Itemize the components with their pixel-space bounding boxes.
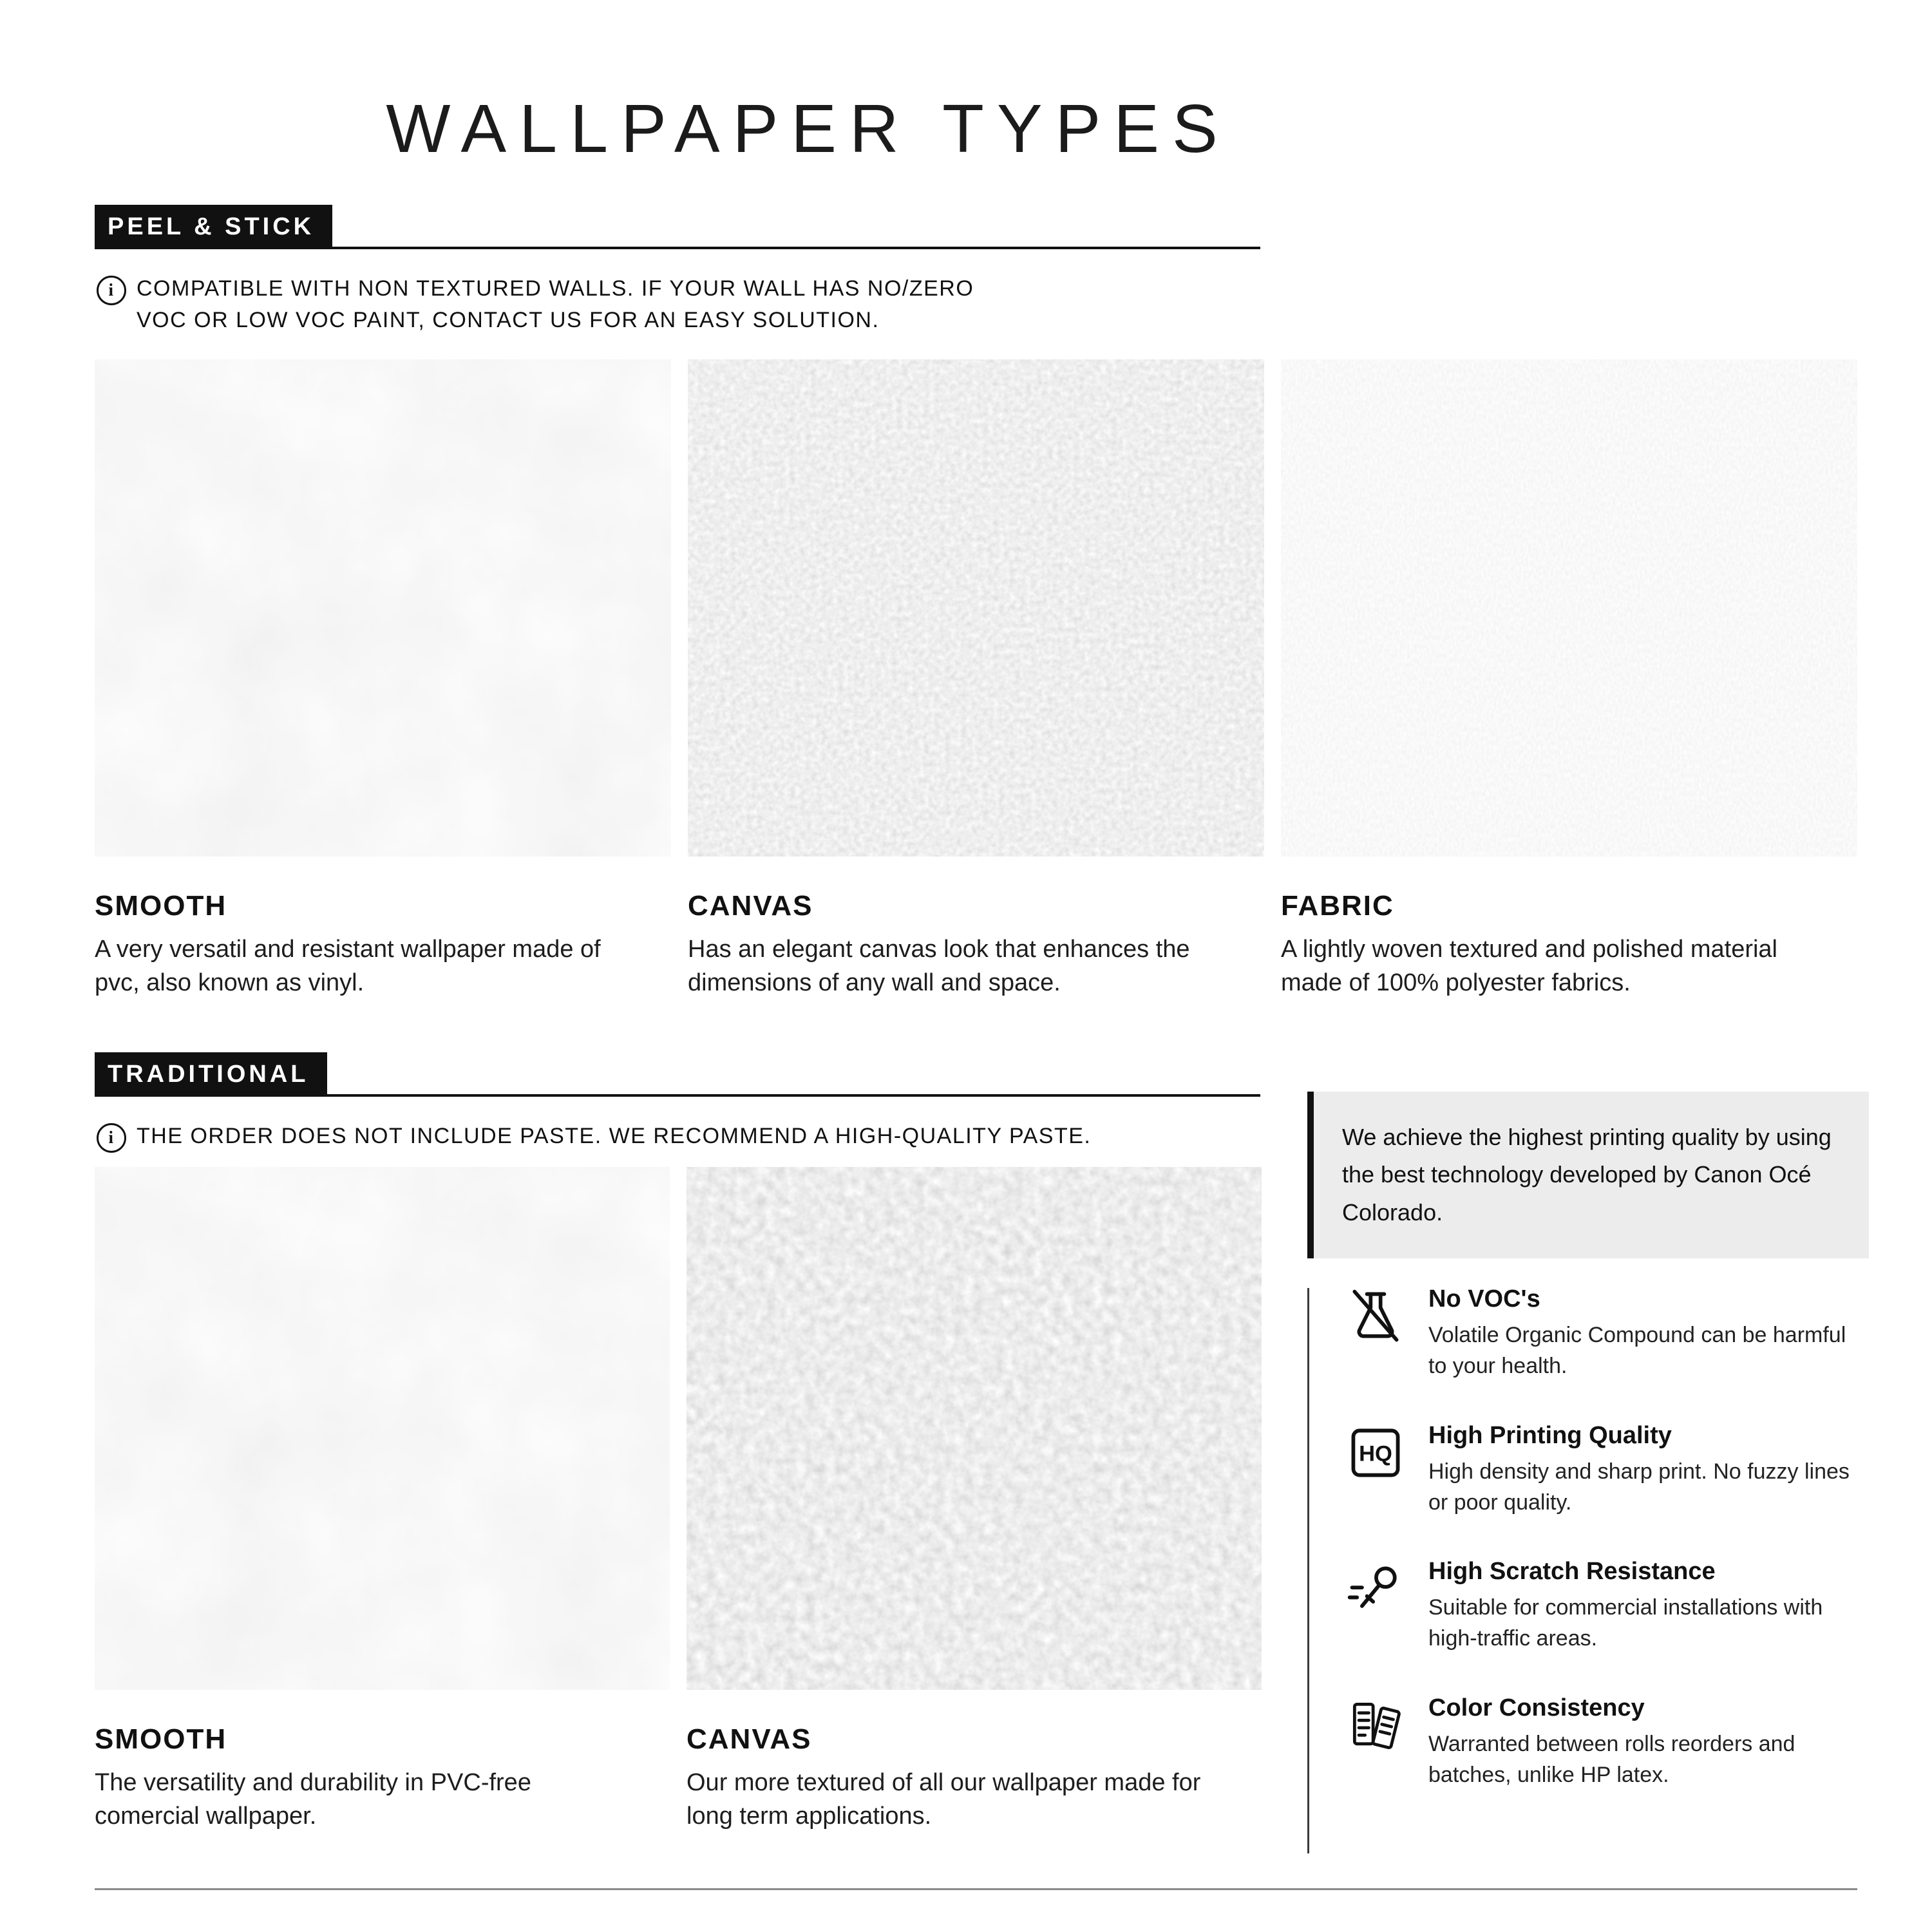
feature-text [1428,1422,1868,1519]
swatch-card-smooth [95,359,671,1000]
info-icon: i [97,1123,126,1153]
texture-swatch-smooth [95,359,671,857]
traditional-note [97,1121,1282,1153]
fabric-texture-image [1281,359,1857,857]
feature-text [1428,1694,1868,1791]
feature-color-consistency [1345,1694,1868,1791]
features-list [1345,1285,1868,1790]
feature-no-voc [1345,1285,1868,1382]
feature-description: Volatile Organic Compound can be harmful to your health. [1428,1323,1846,1379]
feature-high-scratch-resistance [1345,1558,1868,1654]
swatch-name: CANVAS [687,1723,812,1755]
feature-title: No VOC's [1428,1285,1540,1312]
feature-description: High density and sharp print. No fuzzy lines or poor quality. [1428,1459,1850,1515]
scratch-resistance-icon [1345,1558,1406,1620]
feature-title: High Printing Quality [1428,1421,1672,1449]
swatch-description: The versatility and durability in PVC-free comercial wallpaper. [95,1769,531,1830]
section-label-traditional: TRADITIONAL [95,1052,327,1097]
feature-title: High Scratch Resistance [1428,1558,1716,1586]
features-divider [1307,1288,1309,1853]
smooth-texture-image [95,1167,670,1690]
feature-text [1428,1558,1868,1654]
swatch-description: A very versatil and resistant wallpaper made of pvc, also known as vinyl. [95,936,601,997]
note-text: THE ORDER DOES NOT INCLUDE PASTE. WE RECOMMEND A HIGH-QUALITY PASTE. [137,1124,1092,1148]
color-swatch-icon [1345,1694,1406,1756]
canvas-texture-image [687,1167,1262,1690]
traditional-swatch-row [95,1167,1262,1833]
canvas-texture-image [688,359,1264,857]
svg-text:HQ: HQ [1359,1441,1392,1466]
swatch-card-canvas [688,359,1264,1000]
swatch-name: SMOOTH [95,890,227,922]
swatch-description: A lightly woven textured and polished material made of 100% polyester fabrics. [1281,936,1778,997]
bottom-divider [95,1888,1857,1890]
feature-description: Suitable for commercial installations with high-traffic areas. [1428,1595,1823,1651]
swatch-card-smooth [95,1167,670,1833]
feature-text [1428,1285,1868,1382]
note-text: COMPATIBLE WITH NON TEXTURED WALLS. IF YOUR WALL HAS NO/ZERO VOC OR LOW VOC PAINT, CONTACT US FOR AN EASY SOLUTION. [137,276,974,333]
swatch-card-fabric [1281,359,1857,1000]
section-header-traditional [95,1052,1260,1097]
section-header-peel-stick [95,205,1260,249]
texture-swatch-fabric [1281,359,1857,857]
swatch-card-canvas [687,1167,1262,1833]
texture-swatch-canvas [688,359,1264,857]
section-label-peel-stick: PEEL & STICK [95,205,332,249]
smooth-texture-image [95,359,671,857]
peel-stick-swatch-row [95,359,1857,1000]
page-title: WALLPAPER TYPES [386,91,1231,167]
hq-icon [1345,1422,1406,1484]
feature-high-printing-quality [1345,1422,1868,1519]
info-icon: i [97,276,126,305]
swatch-name: FABRIC [1281,890,1394,922]
texture-swatch-smooth [95,1167,670,1690]
no-voc-icon [1345,1285,1406,1347]
peel-stick-note [97,273,998,337]
quality-note-box: We achieve the highest printing quality by using the best technology developed by Canon Océ Colorado. [1307,1092,1869,1258]
swatch-description: Our more textured of all our wallpaper made for long term applications. [687,1769,1201,1830]
texture-swatch-canvas [687,1167,1262,1690]
feature-title: Color Consistency [1428,1694,1645,1721]
section-rule [327,1094,1260,1097]
swatch-name: SMOOTH [95,1723,227,1755]
swatch-description: Has an elegant canvas look that enhances the dimensions of any wall and space. [688,936,1190,997]
section-rule [332,247,1260,249]
swatch-name: CANVAS [688,890,813,922]
feature-description: Warranted between rolls reorders and batches, unlike HP latex. [1428,1731,1795,1787]
